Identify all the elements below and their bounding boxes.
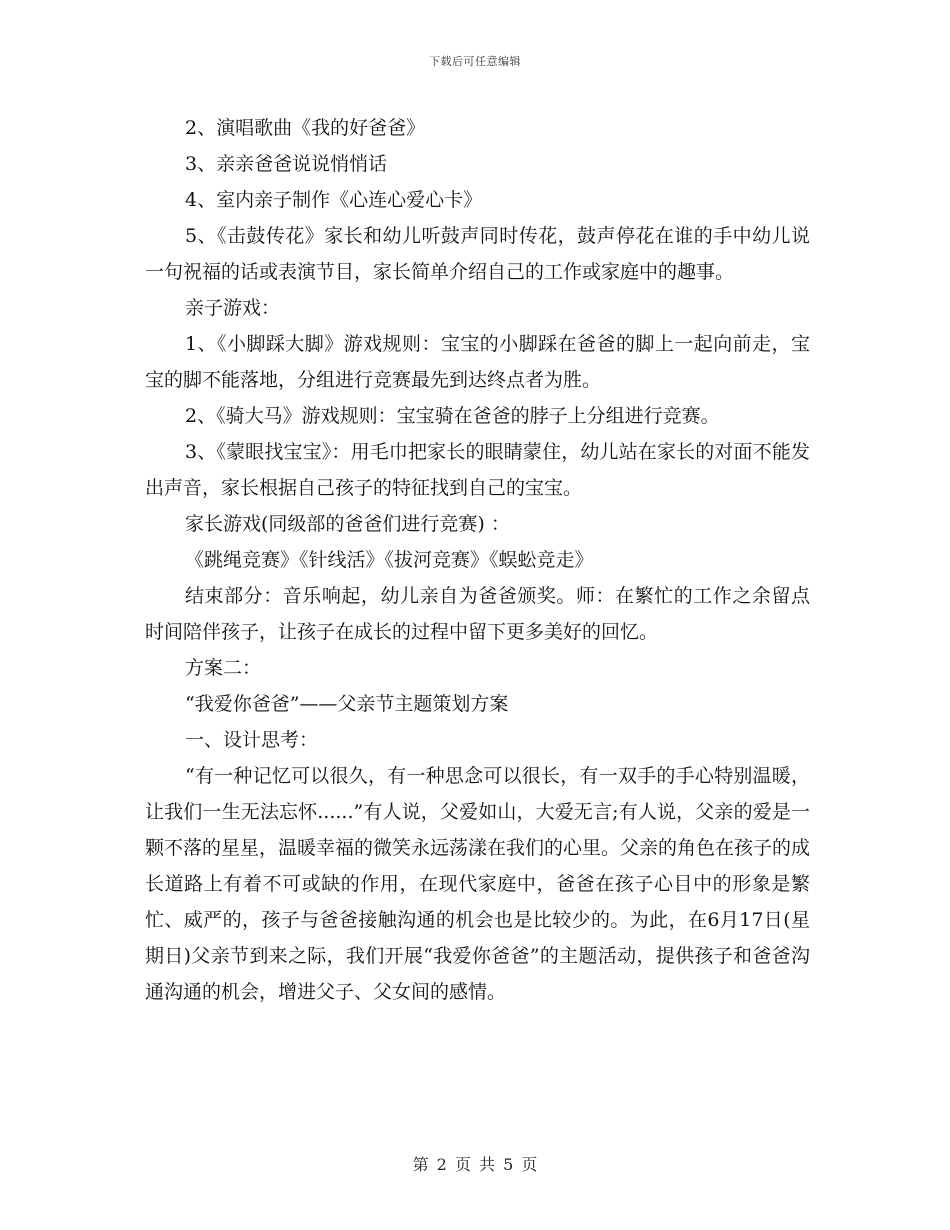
section-heading-parent-games: 家长游戏(同级部的爸爸们进行竞赛) ：: [185, 513, 510, 535]
paragraph-item-3: 3、亲亲爸爸说说悄悄话: [185, 153, 388, 175]
parent-games-list: 《跳绳竞赛》《针线活》《拔河竞赛》《蜈蚣竞走》: [185, 549, 594, 571]
page-header: 下载后可任意编辑: [429, 55, 521, 68]
paragraph-item-5: 5、《击鼓传花》家长和幼儿听鼓声同时传花，鼓声停花在谁的手中幼儿说一句祝福的话或表演节目，家长简单介绍自己的工作或家庭中的趣事。: [145, 225, 810, 283]
section-heading-parent-child-games: 亲子游戏：: [185, 297, 281, 319]
paragraph-item-2: 2、演唱歌曲《我的好爸爸》: [185, 117, 426, 139]
page-footer: 第 2 页 共 5 页: [412, 1155, 538, 1174]
plan-two-heading: 方案二：: [185, 657, 262, 679]
game-item-1: 1、《小脚踩大脚》游戏规则：宝宝的小脚踩在爸爸的脚上一起向前走，宝宝的脚不能落地，分组进行竞赛最先到达终点者为胜。: [145, 333, 810, 391]
document-body: [145, 110, 810, 1010]
paragraph-item-4: 4、室内亲子制作《心连心爱心卡》: [185, 189, 483, 211]
plan-two-title: “我爱你爸爸”——父亲节主题策划方案: [185, 693, 509, 715]
design-thinking-heading: 一、设计思考：: [185, 729, 319, 751]
game-item-2: 2、《骑大马》游戏规则：宝宝骑在爸爸的脖子上分组进行竞赛。: [185, 405, 720, 427]
ending-section: 结束部分：音乐响起，幼儿亲自为爸爸颁奖。师：在繁忙的工作之余留点时间陪伴孩子，让孩子在成长的过程中留下更多美好的回忆。: [145, 585, 810, 643]
design-thinking-paragraph: “有一种记忆可以很久，有一种思念可以很长，有一双手的手心特别温暖，让我们一生无法忘怀......”有人说，父爱如山，大爱无言;有人说，父亲的爱是一颗不落的星星，温暖幸福的微笑永远荡漾在我们的心里。父亲的角色在孩子的成长道路上有着不可或缺的作用，在现代家庭中，爸爸在孩子心目中的形象是繁忙、威严的，孩子与爸爸接触沟通的机会也是比较少的。为此，在6月17日(星期日)父亲节到来之际，我们开展“我爱你爸爸”的主题活动，提供孩子和爸爸沟通沟通的机会，增进父子、父女间的感情。: [145, 765, 811, 1003]
game-item-3: 3、《蒙眼找宝宝》：用毛巾把家长的眼睛蒙住，幼儿站在家长的对面不能发出声音，家长根据自己孩子的特征找到自己的宝宝。: [145, 441, 810, 499]
